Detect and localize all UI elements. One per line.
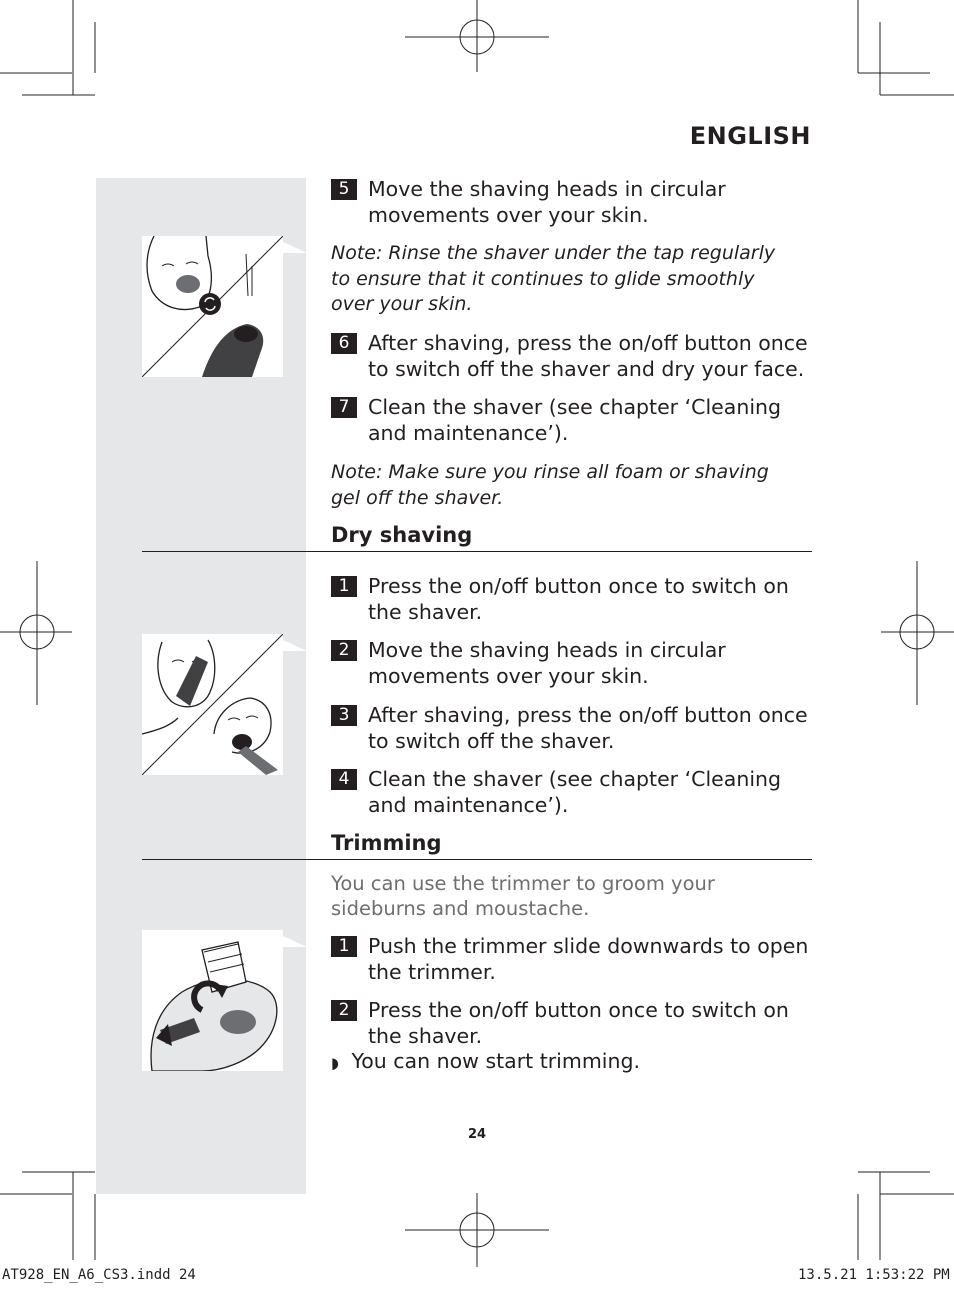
step-number: 5 xyxy=(331,179,357,200)
step-6 xyxy=(331,331,821,383)
result-text: You can now start trimming. xyxy=(351,1049,641,1073)
step-number: 1 xyxy=(331,936,357,957)
result-bullet-icon: ◗ xyxy=(331,1054,339,1072)
trimming-intro: You can use the trimmer to groom your sideburns and moustache. xyxy=(331,872,715,920)
step-number: 3 xyxy=(331,705,357,726)
note-rinse-foam: Note: Make sure you rinse all foam or shaving gel off the shaver. xyxy=(331,461,769,509)
step-number: 6 xyxy=(331,333,357,354)
step-5 xyxy=(331,177,821,229)
step-text: After shaving, press the on/off button once to switch off the shaver and dry your face. xyxy=(368,331,808,381)
step-text: Press the on/off button once to switch on the shaver. xyxy=(368,574,789,624)
step-text: After shaving, press the on/off button once to switch off the shaver. xyxy=(368,703,808,753)
dry-shaving-illustration xyxy=(142,634,283,775)
step-number: 1 xyxy=(331,576,357,597)
section-rule xyxy=(142,859,812,860)
step-number: 4 xyxy=(331,769,357,790)
step-text: Move the shaving heads in circular movements over your skin. xyxy=(368,177,726,227)
dry-step-2 xyxy=(331,638,821,690)
section-rule xyxy=(142,551,812,552)
illustration-pointer xyxy=(283,640,307,662)
step-text: Push the trimmer slide downwards to open the trimmer. xyxy=(368,934,809,984)
step-text: Move the shaving heads in circular movements over your skin. xyxy=(368,638,726,688)
step-7 xyxy=(331,395,821,447)
step-number: 7 xyxy=(331,397,357,418)
section-heading-dry-shaving: Dry shaving xyxy=(331,523,473,547)
trim-step-1 xyxy=(331,934,821,986)
illustration-pointer xyxy=(283,242,307,264)
note-rinse: Note: Rinse the shaver under the tap regularly to ensure that it continues to glide smoothly over your skin. xyxy=(331,242,776,315)
step-text: Press the on/off button once to switch on the shaver. xyxy=(368,998,789,1048)
dry-step-3 xyxy=(331,703,821,755)
step-number: 2 xyxy=(331,640,357,661)
section-heading-trimming: Trimming xyxy=(331,831,442,855)
footer-timestamp: 13.5.21 1:53:22 PM xyxy=(798,1267,950,1283)
trim-step-2 xyxy=(331,998,821,1050)
page-number: 24 xyxy=(468,1127,487,1142)
step-text: Clean the shaver (see chapter ‘Cleaning and maintenance’). xyxy=(368,395,782,445)
rinse-under-tap-illustration xyxy=(142,236,283,377)
language-heading: ENGLISH xyxy=(689,122,811,150)
trimming-result xyxy=(331,1049,801,1077)
trimmer-open-illustration xyxy=(142,930,283,1071)
illustration-pointer xyxy=(283,936,307,958)
dry-step-1 xyxy=(331,574,821,626)
footer-filename: AT928_EN_A6_CS3.indd 24 xyxy=(2,1267,196,1283)
step-text: Clean the shaver (see chapter ‘Cleaning and maintenance’). xyxy=(368,767,782,817)
dry-step-4 xyxy=(331,767,821,819)
step-number: 2 xyxy=(331,1000,357,1021)
